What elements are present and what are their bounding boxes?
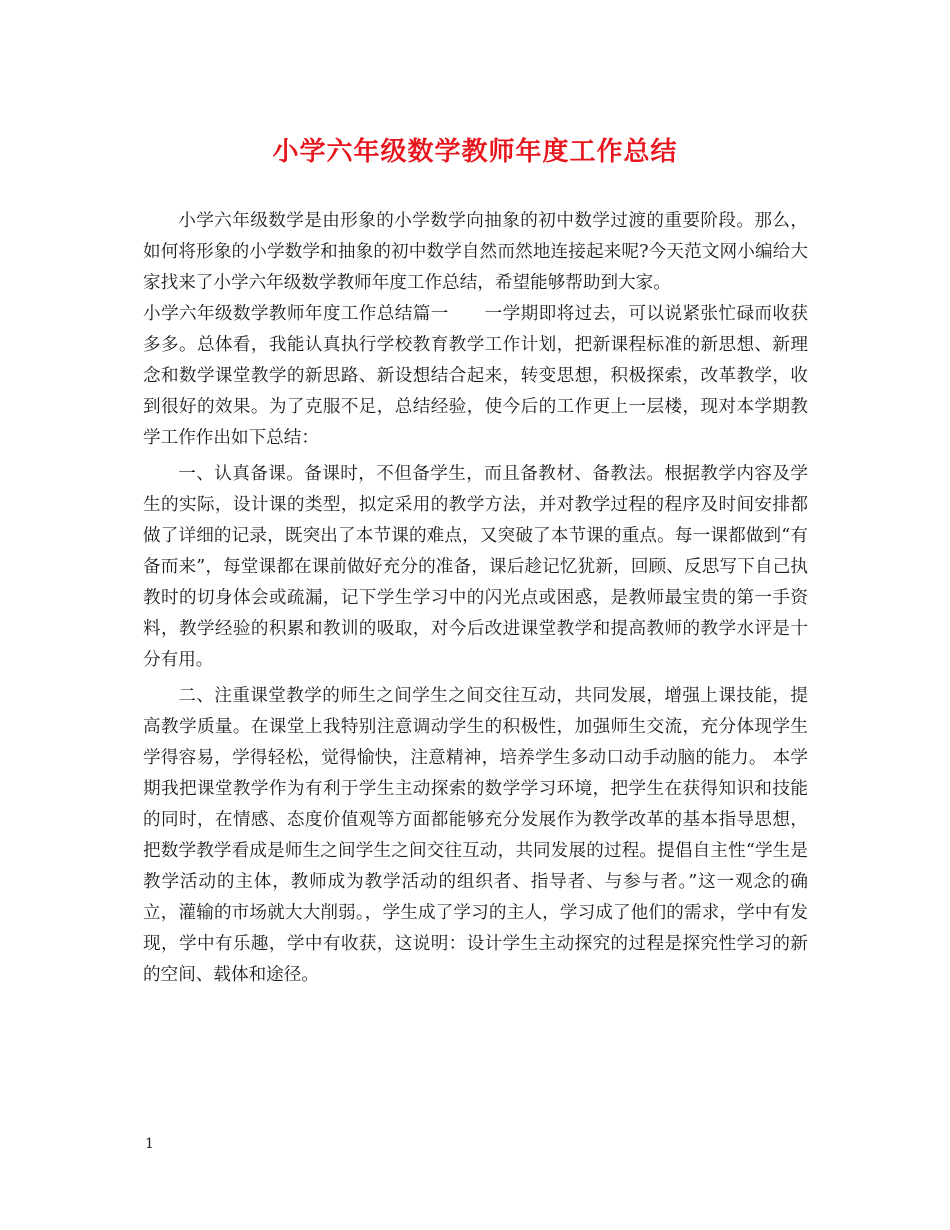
paragraph-section-two: 二、注重课堂教学的师生之间学生之间交往互动，共同发展，增强上课技能，提高教学质量。在课堂上我特别注意调动学生的积极性，加强师生交流，充分体现学生学得容易，学得轻松，觉得愉快，注意精神，培养学生多动口动手动脑的能力。 本学期我把课堂教学作为有利于学生主动探索的数学学习环境，把学生在获得知识和技能的同时，在情感、态度价值观等方面都能够充分发展作为教学改革的基本指导思想，把数学教学看成是师生之间学生之间交往互动，共同发展的过程。提倡自主性“学生是教学活动的主体，教师成为教学活动的组织者、指导者、与参与者。”这一观念的确立，灌输的市场就大大削弱。，学生成了学习的主人，学习成了他们的需求，学中有发现，学中有乐趣，学中有收获，这说明：设计学生主动探究的过程是探究性学习的新的空间、载体和途径。 [143,686,808,985]
paragraph-part-one: 小学六年级数学教师年度工作总结篇一 一学期即将过去，可以说紧张忙碌而收获多多。总体看，我能认真执行学校教育教学工作计划，把新课程标准的新思想、新理念和数学课堂教学的新思路、新设想结合起来，转变思想，积极探索，改革教学，收到很好的效果。为了克服不足，总结经验，使今后的工作更上一层楼，现对本学期教学工作作出如下总结： [143,304,808,448]
page-number: 1 [145,1136,154,1152]
paragraph-intro: 小学六年级数学是由形象的小学数学向抽象的初中数学过渡的重要阶段。那么，如何将形象的小学数学和抽象的初中数学自然而然地连接起来呢?今天范文网小编给大家找来了小学六年级数学教师年度工作总结，希望能够帮助到大家。 [143,211,808,293]
paragraph-section-one: 一、认真备课。备课时，不但备学生，而且备教材、备教法。根据教学内容及学生的实际，设计课的类型，拟定采用的教学方法，并对教学过程的程序及时间安排都做了详细的记录，既突出了本节课的难点，又突破了本节课的重点。每一课都做到“有备而来”，每堂课都在课前做好充分的准备，课后趁记忆犹新，回顾、反思写下自己执教时的切身体会或疏漏，记下学生学习中的闪光点或困惑，是教师最宝贵的第一手资料，教学经验的积累和教训的吸取，对今后改进课堂教学和提高教师的教学水评是十分有用。 [143,464,808,670]
document-title: 小学六年级数学教师年度工作总结 [272,137,678,167]
document-body [143,206,808,991]
